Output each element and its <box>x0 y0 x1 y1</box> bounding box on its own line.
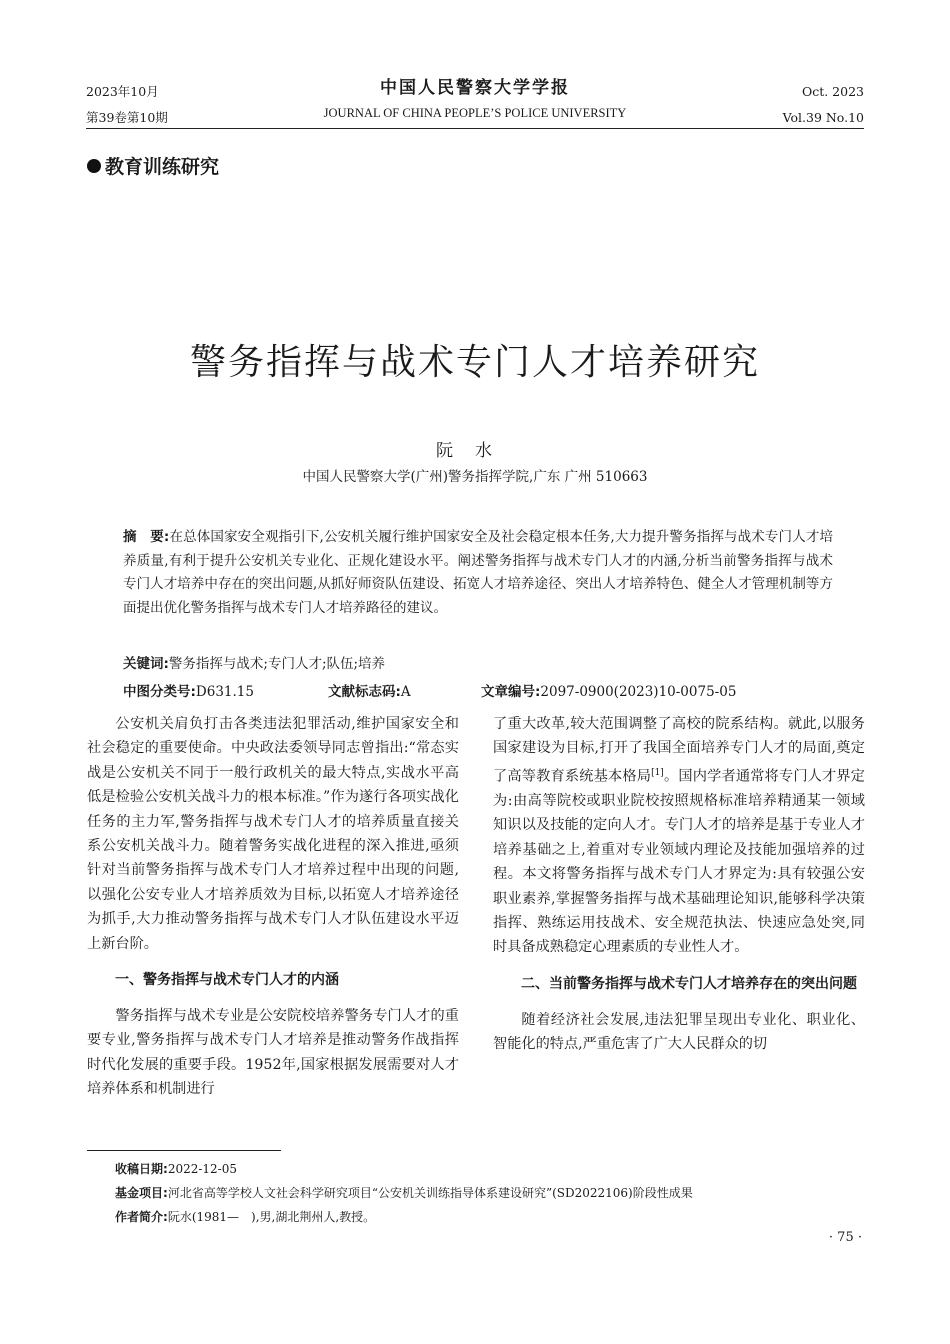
section-text: 教育训练研究 <box>105 156 220 178</box>
footnote-rule <box>87 1150 281 1151</box>
footnote-received <box>115 1157 237 1181</box>
footnote-author <box>115 1205 375 1229</box>
section-heading-2: 二、当前警务指挥与战术专门人才培养存在的突出问题 <box>521 975 857 992</box>
body-column-right <box>493 712 865 1057</box>
bullet-icon <box>87 159 101 173</box>
paragraph: 警务指挥与战术专业是公安院校培养警务专门人才的重要专业,警务指挥与战术专门人才培养是推动警务作战指挥时代化发展的重要手段。1952年,国家根据发展需要对人才培养体系和机制进行 <box>87 1008 459 1098</box>
clc-label: 中图分类号: <box>123 684 196 700</box>
article-label: 文章编号: <box>481 684 541 700</box>
page-number: · 75 · <box>828 1230 862 1245</box>
journal-name-en: JOURNAL OF CHINA PEOPLE’S POLICE UNIVERSITY <box>323 106 627 120</box>
article-number <box>481 680 736 700</box>
abstract <box>123 526 833 620</box>
keywords <box>123 652 385 672</box>
header-rule <box>86 128 864 129</box>
footnote-label: 基金项目: <box>115 1186 168 1200</box>
doc-value: A <box>400 684 411 700</box>
citation-ref[interactable]: [1] <box>651 767 664 778</box>
clc-code <box>123 680 254 700</box>
clc-value: D631.15 <box>195 684 254 700</box>
abstract-label: 摘 要: <box>123 529 170 545</box>
issue-date-cn: 2023年10月 <box>86 84 159 99</box>
paragraph: 随着经济社会发展,违法犯罪呈现出专业化、职业化、智能化的特点,严重危害了广大人民群众的切 <box>493 1011 865 1053</box>
issue-date-en: Oct. 2023 <box>801 84 864 99</box>
article-value: 2097-0900(2023)10-0075-05 <box>540 684 737 700</box>
footnote-value: 河北省高等学校人文社会科学研究项目“公安机关训练指导体系建设研究”(SD2022106)阶段性成果 <box>167 1186 693 1200</box>
header-left <box>86 79 168 131</box>
footnote-value: 2022-12-05 <box>167 1162 237 1176</box>
footnote-label: 收稿日期: <box>115 1162 168 1176</box>
issue-volume-en: Vol.39 No.10 <box>782 110 864 125</box>
doc-code <box>328 680 411 700</box>
paragraph: 公安机关肩负打击各类违法犯罪活动,维护国家安全和社会稳定的重要使命。中央政法委领导同志曾指出:“常态实战是公安机关不同于一般行政机关的最大特点,实战水平高低是检验公安机关战斗力的根本标准。”作为遂行各项实战化任务的主力军,警务指挥与战术专门人才的培养质量直接关系公安机关战斗力。随着警务实战化进程的深入推进,亟须针对当前警务指挥与战术专门人才培养过程中出现的问题,以强化公安专业人才培养质效为目标,以拓宽人才培养途径为抓手,大力推动警务指挥与战术专门人才队伍建设水平迈上新台阶。 <box>87 716 459 952</box>
footnote-label: 作者简介: <box>115 1210 168 1224</box>
article-title: 警务指挥与战术专门人才培养研究 <box>189 342 760 383</box>
header-right <box>783 79 864 131</box>
footnote-fund <box>115 1181 693 1205</box>
section-label <box>87 152 219 179</box>
paragraph-text: 了重大改革,较大范围调整了高校的院系结构。就此,以服务国家建设为目标,打开了我国全面培养专门人才的局面,奠定了高等教育系统基本格局 <box>493 716 865 785</box>
paragraph-text: 。国内学者通常将专门人才界定为:由高等院校或职业院校按照规格标准培养精通某一领域知识以及技能的定向人才。专门人才的培养是基于专业人才培养基础之上,着重对专业领域内理论及技能加强培养的过程。本文将警务指挥与战术专门人才界定为:具有较强公安职业素养,掌握警务指挥与战术基础理论知识,能够科学决策指挥、熟练运用技战术、安全规范执法、快速应急处突,同时具备成熟稳定心理素质的专业性人才。 <box>493 768 865 956</box>
affiliation: 中国人民警察大学(广州)警务指挥学院,广东 广州 510663 <box>302 469 648 485</box>
journal-name-cn: 中国人民警察大学学报 <box>380 78 570 98</box>
section-heading-1: 一、警务指挥与战术专门人才的内涵 <box>115 972 339 989</box>
keywords-label: 关键词: <box>123 656 169 672</box>
abstract-text: 在总体国家安全观指引下,公安机关履行维护国家安全及社会稳定根本任务,大力提升警务指挥与战术专门人才培养质量,有利于提升公安机关专业化、正规化建设水平。阐述警务指挥与战术专门人才的内涵,分析当前警务指挥与战术专门人才培养中存在的突出问题,从抓好师资队伍建设、拓宽人才培养途径、突出人才培养特色、健全人才管理机制等方面提出优化警务指挥与战术专门人才培养路径的建议。 <box>123 529 833 616</box>
body-column-left <box>87 712 459 1102</box>
doc-label: 文献标志码: <box>328 684 401 700</box>
header-center <box>250 76 700 126</box>
keywords-text: 警务指挥与战术;专门人才;队伍;培养 <box>168 656 386 672</box>
issue-volume-cn: 第39卷第10期 <box>86 110 168 125</box>
paragraph <box>493 712 865 960</box>
author-name <box>0 436 950 461</box>
footnote-value: 阮水(1981— ),男,湖北荆州人,教授。 <box>167 1210 376 1224</box>
author-text: 阮水 <box>436 441 514 461</box>
